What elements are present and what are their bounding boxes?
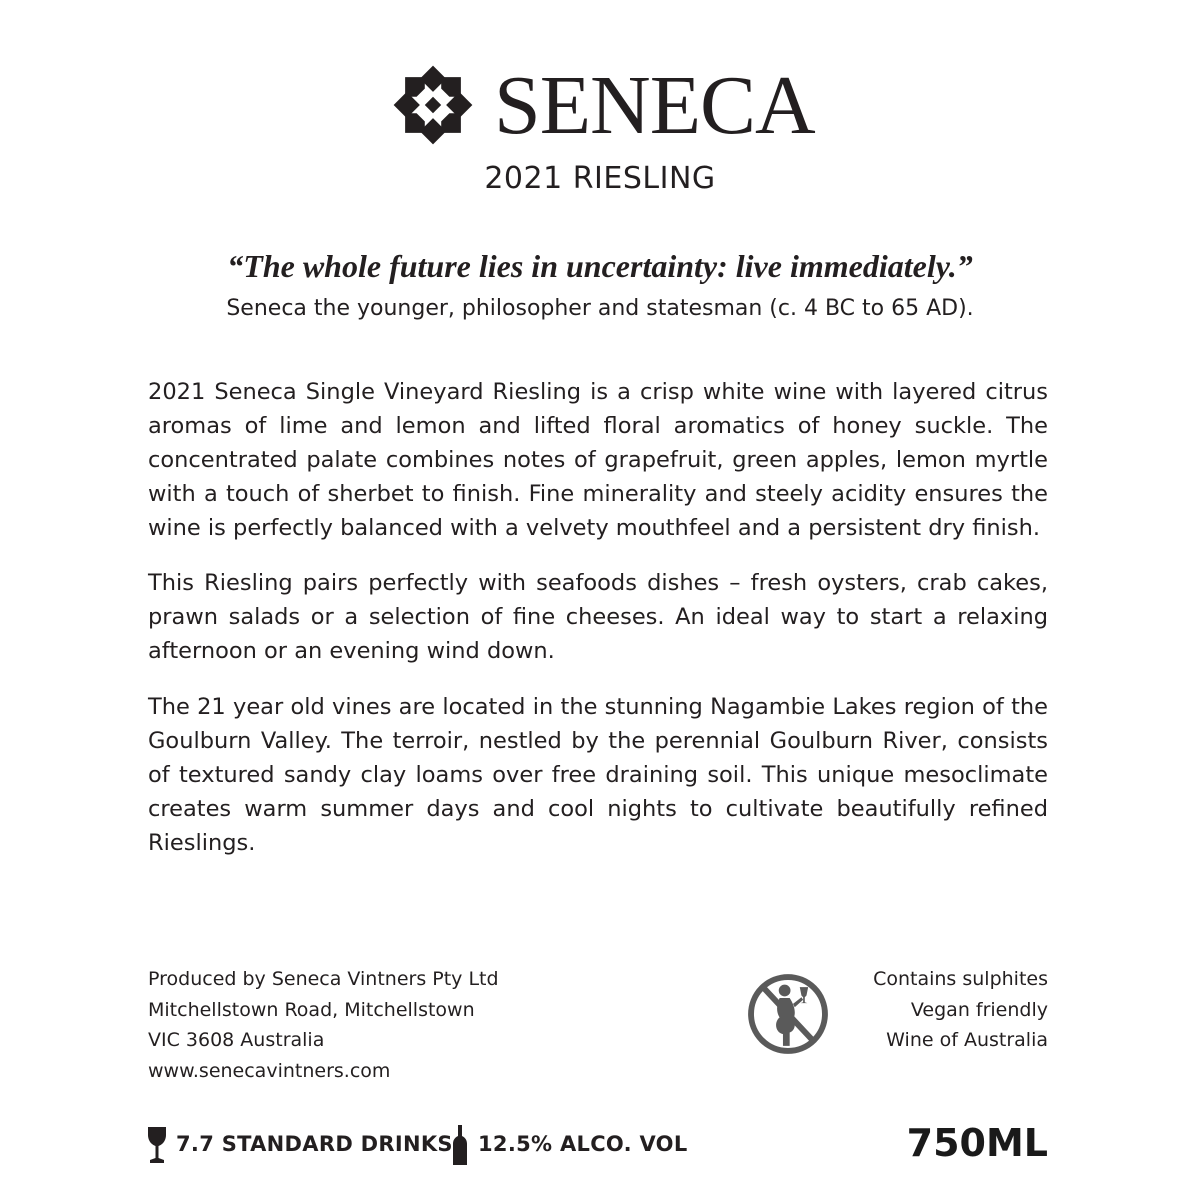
wine-notices bbox=[780, 964, 1048, 1056]
geometric-flower-icon bbox=[392, 64, 474, 146]
producer-region: VIC 3608 Australia bbox=[148, 1029, 325, 1051]
wine-title: 2021 RIESLING bbox=[484, 161, 716, 196]
vegan-notice: Vegan friendly bbox=[910, 998, 1048, 1021]
producer-website: www.senecavintners.com bbox=[148, 1059, 391, 1082]
brand-name: SENECA bbox=[494, 59, 815, 152]
producer-name: Produced by Seneca Vintners Pty Ltd bbox=[148, 968, 499, 990]
quote: “The whole future lies in uncertainty: live immediately.” bbox=[227, 248, 973, 284]
quote-attribution: Seneca the younger, philosopher and statesman (c. 4 BC to 65 AD). bbox=[226, 296, 974, 321]
wine-glass-icon bbox=[146, 1126, 168, 1164]
standard-drinks: 7.7 STANDARD DRINKS bbox=[176, 1132, 453, 1156]
origin-notice: Wine of Australia bbox=[886, 1029, 1048, 1051]
vineyard-paragraph: The 21 year old vines are located in the stunning Nagambie Lakes region of the Goulburn Valley. The terroir, nestled by the perennial Goulburn River, consists of textured sandy clay loams over free draining soil. This unique mesoclimate creates warm summer days and cool nights to cultivate beautifully refined Rieslings. bbox=[148, 694, 1048, 856]
producer-info bbox=[148, 964, 499, 1086]
sulphites-notice: Contains sulphites bbox=[873, 968, 1048, 990]
alcohol-volume: 12.5% ALCO. VOL bbox=[478, 1132, 688, 1156]
bottle-volume: 750ML bbox=[906, 1121, 1048, 1165]
pairing-paragraph: This Riesling pairs perfectly with seafoods dishes – fresh oysters, crab cakes, prawn salads or a selection of fine cheeses. An ideal way to start a relaxing afternoon or an evening wind down. bbox=[148, 570, 1048, 664]
producer-address: Mitchellstown Road, Mitchellstown bbox=[148, 998, 475, 1021]
description-paragraph: 2021 Seneca Single Vineyard Riesling is a crisp white wine with layered citrus aromas of lime and lemon and lifted floral aromatics of honey suckle. The concentrated palate combines notes of grapefruit, green apples, lemon myrtle with a touch of sherbet to finish. Fine minerality and steely acidity ensures the wine is perfectly balanced with a velvety mouthfeel and a persistent dry finish. bbox=[148, 379, 1048, 541]
wine-bottle-icon bbox=[452, 1124, 468, 1166]
